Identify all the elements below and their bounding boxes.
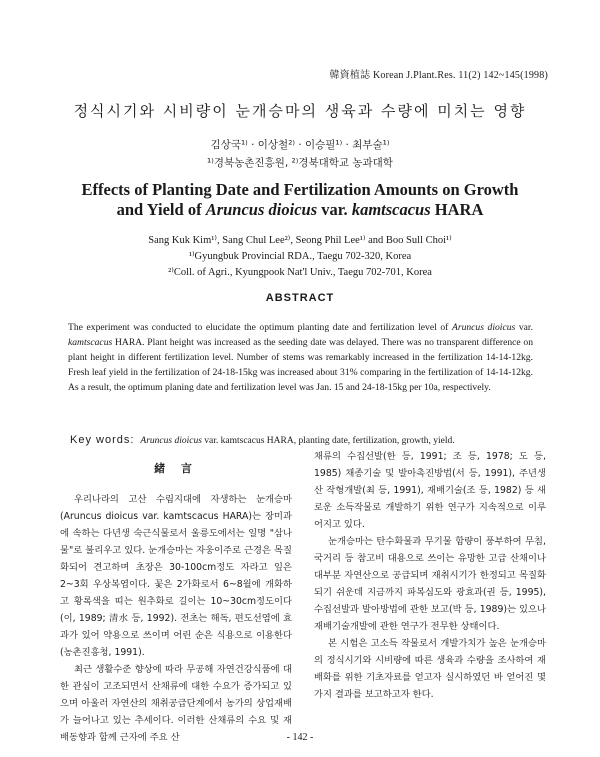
english-authors: Sang Kuk Kim¹⁾, Sang Chul Lee²⁾, Seong Phil Lee¹⁾ and Boo Sull Choi¹⁾ [148,235,452,246]
journal-citation: 韓資植誌 Korean J.Plant.Res. 11(2) 142~145(1998) [329,70,548,81]
english-title-line1: Effects of Planting Date and Fertilization Amounts on Growth [81,180,519,199]
intro-paragraph-4: 눈개승마는 탄수화물과 무기물 함량이 풍부하여 무침, 국거리 등 참고비 대용으로 쓰이는 유망한 고급 산채이나 대부분 자연산으로 공급되며 재취시기가 한정되고 목질화되기 쉬운데 지금까지 파복심도와 광효과(권 등, 1995), 수집선발과 발아방법에 관한 보고(박 등, 1989)는 있으나 재배기술개발에 관한 연구가 전무한 상태이다. [314,536,546,632]
korean-authors: 김상국¹⁾ · 이상철²⁾ · 이승필¹⁾ · 최부술¹⁾ [210,139,390,151]
left-column [60,448,292,746]
abstract-heading: ABSTRACT [265,292,335,304]
korean-title: 정식시기와 시비량이 눈개승마의 생육과 수량에 미치는 영향 [73,102,527,120]
introduction-heading: 緒 言 [154,462,198,475]
keywords-label: Key words: [70,434,135,446]
intro-paragraph-5: 본 시험은 고소득 작물로서 개발가치가 높은 눈개승마의 정식시기와 시비량에 따른 생육과 수량을 조사하여 재배화를 위한 기초자료를 얻고자 실시하였던 바 얻어진 몇가지 결과를 보고하고자 한다. [314,638,546,700]
page-number: - 142 - [286,732,314,743]
intro-paragraph-3: 채류의 수집선발(한 등, 1991; 조 등, 1978; 도 등, 1985) 채종기술 및 발아촉진방법(서 등, 1991), 주년생산 작형개발(최 등, 1991), 재배기술(조 등, 1982) 등 새로운 소득작물로 개발하기 위한 연구가 지속적으로 이루어지고 있다. [314,451,546,530]
keywords-species: Aruncus dioicus [140,436,202,446]
intro-paragraph-2: 최근 생활수준 향상에 따라 무공해 자연건강식품에 대한 관심이 고조되면서 산채류에 대한 수요가 증가되고 있으며 아울러 자연산의 채취공급단계에서 농가의 상업재배가 늘어나고 있는 추세이다. 이러한 산채류의 수요 및 재배동향과 함께 근자에 주요 산 [60,664,292,743]
korean-affiliations: ¹⁾경북농촌진흥원, ²⁾경북대학교 농과대학 [207,157,393,169]
english-affiliation-2: ²⁾Coll. of Agri., Kyungpook Nat'l Univ., Taegu 702-701, Korea [168,267,432,278]
english-title [40,180,560,220]
intro-paragraph-1: 우리나라의 고산 수림지대에 자생하는 눈개승마(Aruncus dioicus var. kamtscacus HARA)는 장미과에 속하는 다년생 숙근식물로서 울릉도에서는 일명 "삼나물"로 불리우고 있다. 눈개승마는 자웅이주로 근경은 목질화되어 견고하며 초장은 30-100cm정도 자라고 잎은 2~3회 우상복엽이다. 꽃은 2가화로서 6~8월에 개화하고 황록색을 띠는 원추화로 길이는 10~30cm정도이다(이, 1989; 清水 등, 1992). 전초는 해독, 편도선염에 효과가 있어 약용으로 쓰이며 어린 순은 식용으로 이용한다(농촌진흥청, 1991). [60,494,292,658]
keywords-text: var. kamtscacus HARA, planting date, fertilization, growth, yield. [201,436,455,446]
right-column [314,448,546,703]
english-title-line2: and Yield of Aruncus dioicus var. kamtscacus HARA [116,200,484,219]
abstract-body: The experiment was conducted to elucidate the optimum planting date and fertilization level of Aruncus dioicus var. kamtscacus HARA. Plant height was increased as the seeding date was delayed. There was no transparent difference on plant height in different fertilization level. Number of stems was remarkably increased in the fertilization 14-14-12kg. Fresh leaf yield in the fertilization of 24-18-15kg was increased about 31% comparing in the fertilization of 14-14-12kg. As a result, the optimum planing date and fertilization level was Jan. 15 and 24-18-15kg per 10a, respectively. [68,322,533,393]
english-affiliation-1: ¹⁾Gyungbuk Provincial RDA., Taegu 702-320, Korea [188,251,412,262]
keywords [70,434,540,446]
